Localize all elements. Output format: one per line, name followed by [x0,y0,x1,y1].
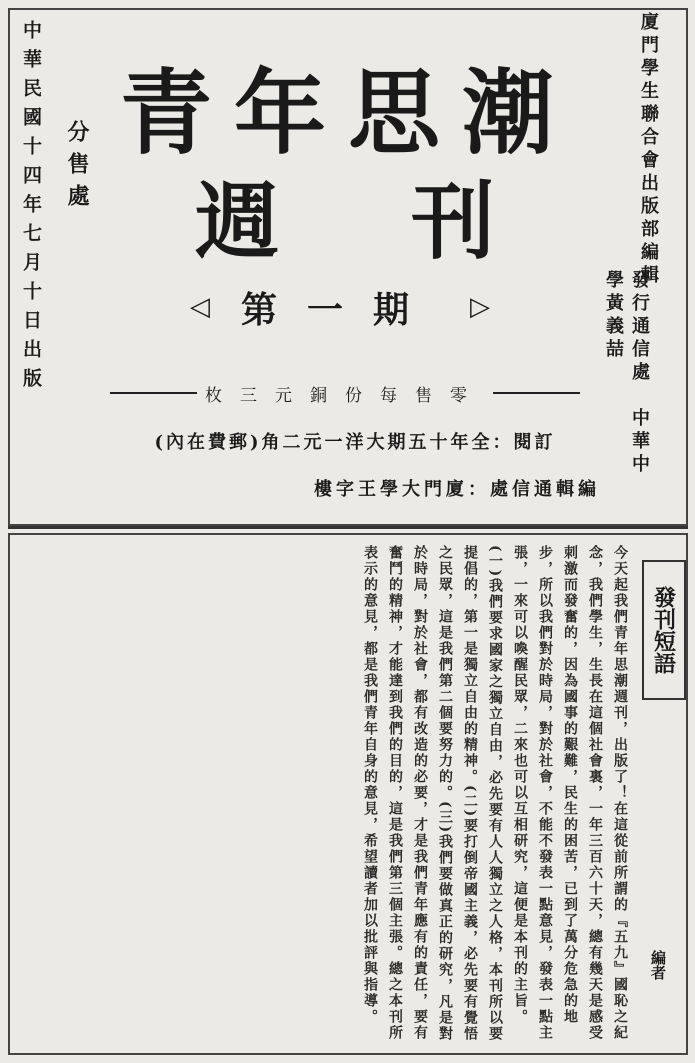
correspondence-address: 編輯通信處：廈門大學王字樓 [314,479,600,500]
left-triangle-icon: ◁ [190,292,210,322]
publish-date: 中華民國十四年七月十日出版 [20,20,42,397]
section-divider [8,526,688,529]
price-rule-right [493,392,580,394]
price-line [110,380,580,406]
article-author: 編者 [649,950,667,980]
masthead-title-line2: 刊週 [195,172,495,271]
price-rule-left [110,392,197,394]
article-title: 發刊短語 [642,560,686,700]
right-triangle-icon: ▷ [469,292,490,322]
article-body: 今天起我們青年思潮週刊，出版了！在這從前所謂的『五九』國恥之紀念，我們學生，生長在這個社會裏，一年三百六十天，總有幾天是感受刺激而發奮的，因為國事的艱難，民生的困苦，已到了萬分危急的地步，所以我們對於時局，對於社會，不能不發表一點意見，發表一點主張，一來可以喚醒民眾，二來也可以互相研究，這便是本刊的主旨。(一)我們要求國家之獨立自由，必先要有人人獨立之人格，本刊所以要提倡的，第一是獨立自由的精神。(二)要打倒帝國主義，必先要有覺悟之民眾，這是我們第二個要努力的。(三)我們要做真正的研究，凡是對於時局，對於社會，都有改造的必要，才是我們青年應有的責任，要有奮鬥的精神，才能達到我們的目的，這是我們第三個主張。總之本刊所表示的意見，都是我們青年自身的意見，希望讀者加以批評與指導。 [362,545,628,1043]
publisher-column: 廈門學生聯合會出版部編輯 [638,12,659,288]
distribution-label: 分售處 [64,120,90,216]
subscription-info: 訂閱：全年十五期大洋一元二角(郵費在內) [154,432,556,453]
price-text: 零售每份銅元三枚 [205,385,485,406]
issue-number [190,285,490,329]
masthead-title-line1: 潮思年青 [120,59,560,167]
distribution-office: 發行通信處 中華中學黃義喆 [603,270,650,477]
issue-label: 期一第 [240,288,439,331]
